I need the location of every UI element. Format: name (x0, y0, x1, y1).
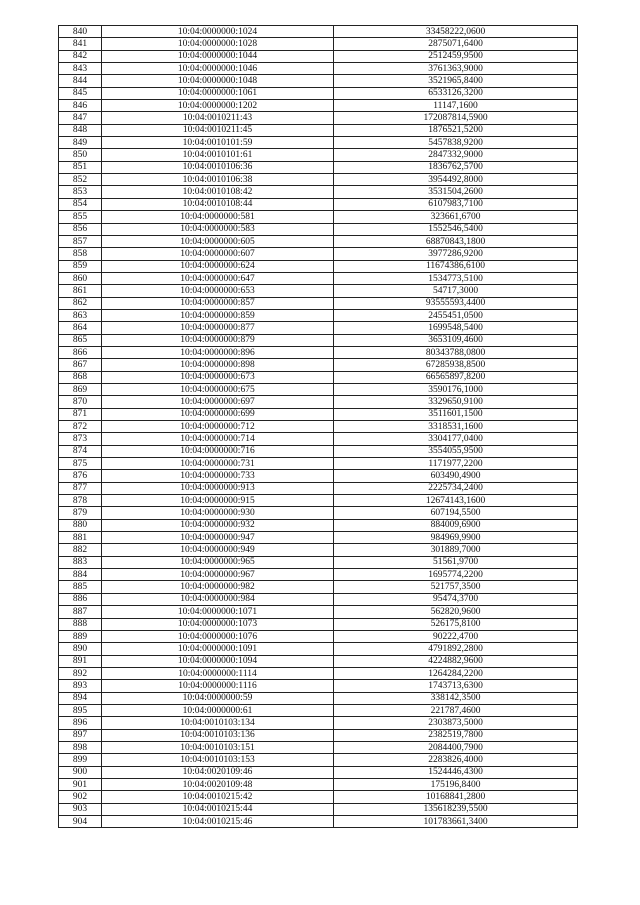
row-number-cell: 878 (59, 495, 102, 507)
row-number-cell: 896 (59, 717, 102, 729)
table-row (59, 100, 578, 112)
cadastral-number-cell: 10:04:0010103:153 (102, 754, 334, 766)
table-row (59, 161, 578, 173)
row-number-cell: 864 (59, 322, 102, 334)
value-cell: 68870843,1800 (334, 235, 578, 247)
value-cell: 1264284,2200 (334, 667, 578, 679)
cadastral-number-cell: 10:04:0000000:965 (102, 556, 334, 568)
table-row (59, 692, 578, 704)
document-page (58, 25, 577, 828)
table-row (59, 791, 578, 803)
row-number-cell: 865 (59, 334, 102, 346)
table-row (59, 766, 578, 778)
row-number-cell: 866 (59, 346, 102, 358)
table-body (59, 26, 578, 828)
value-cell: 11147,1600 (334, 100, 578, 112)
value-cell: 3511601,1500 (334, 408, 578, 420)
cadastral-number-cell: 10:04:0000000:712 (102, 421, 334, 433)
row-number-cell: 873 (59, 433, 102, 445)
cadastral-number-cell: 10:04:0000000:1073 (102, 618, 334, 630)
table-row (59, 137, 578, 149)
table-row (59, 346, 578, 358)
cadastral-number-cell: 10:04:0000000:607 (102, 248, 334, 260)
cadastral-number-cell: 10:04:0010106:36 (102, 161, 334, 173)
row-number-cell: 853 (59, 186, 102, 198)
cadastral-number-cell: 10:04:0000000:624 (102, 260, 334, 272)
table-row (59, 544, 578, 556)
table-row (59, 26, 578, 38)
row-number-cell: 860 (59, 272, 102, 284)
row-number-cell: 856 (59, 223, 102, 235)
row-number-cell: 887 (59, 606, 102, 618)
row-number-cell: 874 (59, 445, 102, 457)
cadastral-number-cell: 10:04:0000000:1114 (102, 667, 334, 679)
value-cell: 95474,3700 (334, 593, 578, 605)
value-cell: 2875071,6400 (334, 38, 578, 50)
value-cell: 603490,4900 (334, 470, 578, 482)
value-cell: 10168841,2800 (334, 791, 578, 803)
table-row (59, 285, 578, 297)
row-number-cell: 846 (59, 100, 102, 112)
value-cell: 1534773,5100 (334, 272, 578, 284)
cadastral-number-cell: 10:04:0000000:697 (102, 396, 334, 408)
row-number-cell: 892 (59, 667, 102, 679)
table-row (59, 482, 578, 494)
cadastral-number-cell: 10:04:0010215:46 (102, 816, 334, 828)
value-cell: 3304177,0400 (334, 433, 578, 445)
value-cell: 33458222,0600 (334, 26, 578, 38)
cadastral-number-cell: 10:04:0000000:949 (102, 544, 334, 556)
value-cell: 1743713,6300 (334, 680, 578, 692)
row-number-cell: 904 (59, 816, 102, 828)
table-row (59, 322, 578, 334)
cadastral-number-cell: 10:04:0000000:673 (102, 371, 334, 383)
cadastral-number-cell: 10:04:0000000:731 (102, 458, 334, 470)
value-cell: 93555593,4400 (334, 297, 578, 309)
table-row (59, 618, 578, 630)
value-cell: 3318531,1600 (334, 421, 578, 433)
row-number-cell: 861 (59, 285, 102, 297)
cadastral-number-cell: 10:04:0000000:716 (102, 445, 334, 457)
row-number-cell: 885 (59, 581, 102, 593)
cadastral-number-cell: 10:04:0000000:982 (102, 581, 334, 593)
cadastral-number-cell: 10:04:0010101:61 (102, 149, 334, 161)
table-row (59, 297, 578, 309)
table-row (59, 112, 578, 124)
table-row (59, 803, 578, 815)
row-number-cell: 877 (59, 482, 102, 494)
value-cell: 172087814,5900 (334, 112, 578, 124)
table-row (59, 408, 578, 420)
table-row (59, 569, 578, 581)
row-number-cell: 857 (59, 235, 102, 247)
row-number-cell: 851 (59, 161, 102, 173)
value-cell: 67285938,8500 (334, 359, 578, 371)
cadastral-number-cell: 10:04:0000000:1116 (102, 680, 334, 692)
table-row (59, 717, 578, 729)
value-cell: 1695774,2200 (334, 569, 578, 581)
cadastral-number-cell: 10:04:0000000:896 (102, 346, 334, 358)
row-number-cell: 875 (59, 458, 102, 470)
cadastral-number-cell: 10:04:0000000:932 (102, 519, 334, 531)
cadastral-number-cell: 10:04:0010215:44 (102, 803, 334, 815)
cadastral-number-cell: 10:04:0010101:59 (102, 137, 334, 149)
value-cell: 51561,9700 (334, 556, 578, 568)
cadastral-number-cell: 10:04:0000000:647 (102, 272, 334, 284)
table-row (59, 396, 578, 408)
cadastral-number-cell: 10:04:0010215:42 (102, 791, 334, 803)
value-cell: 1699548,5400 (334, 322, 578, 334)
table-row (59, 630, 578, 642)
value-cell: 3761363,9000 (334, 63, 578, 75)
cadastral-number-cell: 10:04:0000000:1076 (102, 630, 334, 642)
row-number-cell: 859 (59, 260, 102, 272)
table-row (59, 778, 578, 790)
cadastral-number-cell: 10:04:0010108:42 (102, 186, 334, 198)
value-cell: 338142,3500 (334, 692, 578, 704)
value-cell: 3977286,9200 (334, 248, 578, 260)
value-cell: 2084400,7900 (334, 741, 578, 753)
row-number-cell: 863 (59, 309, 102, 321)
table-row (59, 704, 578, 716)
value-cell: 2303873,5000 (334, 717, 578, 729)
cadastral-number-cell: 10:04:0000000:984 (102, 593, 334, 605)
table-row (59, 87, 578, 99)
cadastral-number-cell: 10:04:0000000:898 (102, 359, 334, 371)
row-number-cell: 876 (59, 470, 102, 482)
row-number-cell: 891 (59, 655, 102, 667)
table-row (59, 50, 578, 62)
row-number-cell: 843 (59, 63, 102, 75)
table-row (59, 124, 578, 136)
cadastral-number-cell: 10:04:0010108:44 (102, 198, 334, 210)
table-row (59, 75, 578, 87)
row-number-cell: 850 (59, 149, 102, 161)
cadastral-number-cell: 10:04:0000000:1094 (102, 655, 334, 667)
table-row (59, 667, 578, 679)
row-number-cell: 845 (59, 87, 102, 99)
table-row (59, 38, 578, 50)
table-row (59, 433, 578, 445)
value-cell: 6533126,3200 (334, 87, 578, 99)
table-row (59, 149, 578, 161)
value-cell: 2512459,9500 (334, 50, 578, 62)
table-row (59, 445, 578, 457)
cadastral-number-cell: 10:04:0010103:136 (102, 729, 334, 741)
row-number-cell: 872 (59, 421, 102, 433)
cadastral-number-cell: 10:04:0000000:859 (102, 309, 334, 321)
cadastral-number-cell: 10:04:0000000:675 (102, 383, 334, 395)
value-cell: 323661,6700 (334, 211, 578, 223)
cadastral-number-cell: 10:04:0000000:699 (102, 408, 334, 420)
table-row (59, 272, 578, 284)
row-number-cell: 881 (59, 532, 102, 544)
value-cell: 1552546,5400 (334, 223, 578, 235)
value-cell: 301889,7000 (334, 544, 578, 556)
value-cell: 3329650,9100 (334, 396, 578, 408)
table-row (59, 507, 578, 519)
row-number-cell: 897 (59, 729, 102, 741)
cadastral-number-cell: 10:04:0010211:45 (102, 124, 334, 136)
cadastral-number-cell: 10:04:0000000:1061 (102, 87, 334, 99)
row-number-cell: 852 (59, 174, 102, 186)
row-number-cell: 886 (59, 593, 102, 605)
row-number-cell: 858 (59, 248, 102, 260)
value-cell: 607194,5500 (334, 507, 578, 519)
value-cell: 1524446,4300 (334, 766, 578, 778)
table-row (59, 334, 578, 346)
table-row (59, 211, 578, 223)
table-row (59, 458, 578, 470)
value-cell: 80343788,0800 (334, 346, 578, 358)
value-cell: 221787,4600 (334, 704, 578, 716)
row-number-cell: 894 (59, 692, 102, 704)
value-cell: 2382519,7800 (334, 729, 578, 741)
table-row (59, 655, 578, 667)
cadastral-number-cell: 10:04:0000000:653 (102, 285, 334, 297)
table-row (59, 816, 578, 828)
table-row (59, 174, 578, 186)
table-row (59, 198, 578, 210)
value-cell: 5457838,9200 (334, 137, 578, 149)
value-cell: 4791892,2800 (334, 643, 578, 655)
row-number-cell: 889 (59, 630, 102, 642)
value-cell: 54717,3000 (334, 285, 578, 297)
value-cell: 521757,3500 (334, 581, 578, 593)
table-row (59, 223, 578, 235)
row-number-cell: 879 (59, 507, 102, 519)
table-row (59, 470, 578, 482)
cadastral-number-cell: 10:04:0000000:947 (102, 532, 334, 544)
row-number-cell: 898 (59, 741, 102, 753)
row-number-cell: 888 (59, 618, 102, 630)
table-row (59, 519, 578, 531)
row-number-cell: 841 (59, 38, 102, 50)
cadastral-number-cell: 10:04:0000000:930 (102, 507, 334, 519)
cadastral-number-cell: 10:04:0020109:46 (102, 766, 334, 778)
cadastral-number-cell: 10:04:0000000:1048 (102, 75, 334, 87)
row-number-cell: 869 (59, 383, 102, 395)
table-row (59, 260, 578, 272)
value-cell: 90222,4700 (334, 630, 578, 642)
table-row (59, 495, 578, 507)
cadastral-number-cell: 10:04:0010103:151 (102, 741, 334, 753)
value-cell: 6107983,7100 (334, 198, 578, 210)
value-cell: 4224882,9600 (334, 655, 578, 667)
value-cell: 3554055,9500 (334, 445, 578, 457)
value-cell: 3531504,2600 (334, 186, 578, 198)
table-row (59, 383, 578, 395)
table-row (59, 754, 578, 766)
row-number-cell: 840 (59, 26, 102, 38)
row-number-cell: 867 (59, 359, 102, 371)
row-number-cell: 884 (59, 569, 102, 581)
value-cell: 3954492,8000 (334, 174, 578, 186)
value-cell: 2225734,2400 (334, 482, 578, 494)
value-cell: 1876521,5200 (334, 124, 578, 136)
cadastral-number-cell: 10:04:0000000:879 (102, 334, 334, 346)
row-number-cell: 893 (59, 680, 102, 692)
row-number-cell: 882 (59, 544, 102, 556)
value-cell: 3521965,8400 (334, 75, 578, 87)
table-row (59, 248, 578, 260)
row-number-cell: 901 (59, 778, 102, 790)
row-number-cell: 855 (59, 211, 102, 223)
row-number-cell: 890 (59, 643, 102, 655)
cadastral-number-cell: 10:04:0000000:1091 (102, 643, 334, 655)
value-cell: 526175,8100 (334, 618, 578, 630)
row-number-cell: 900 (59, 766, 102, 778)
cadastral-number-cell: 10:04:0000000:1202 (102, 100, 334, 112)
value-cell: 3590176,1000 (334, 383, 578, 395)
row-number-cell: 868 (59, 371, 102, 383)
value-cell: 3653109,4600 (334, 334, 578, 346)
table-row (59, 593, 578, 605)
cadastral-number-cell: 10:04:0010106:38 (102, 174, 334, 186)
cadastral-number-cell: 10:04:0000000:61 (102, 704, 334, 716)
cadastral-number-cell: 10:04:0000000:1046 (102, 63, 334, 75)
cadastral-number-cell: 10:04:0000000:877 (102, 322, 334, 334)
cadastral-number-cell: 10:04:0020109:48 (102, 778, 334, 790)
table-row (59, 729, 578, 741)
cadastral-number-cell: 10:04:0000000:581 (102, 211, 334, 223)
table-row (59, 309, 578, 321)
table-row (59, 186, 578, 198)
value-cell: 175196,8400 (334, 778, 578, 790)
value-cell: 562820,9600 (334, 606, 578, 618)
cadastral-number-cell: 10:04:0000000:733 (102, 470, 334, 482)
cadastral-number-cell: 10:04:0000000:714 (102, 433, 334, 445)
row-number-cell: 847 (59, 112, 102, 124)
row-number-cell: 902 (59, 791, 102, 803)
cadastral-number-cell: 10:04:0000000:915 (102, 495, 334, 507)
value-cell: 2847332,9000 (334, 149, 578, 161)
row-number-cell: 903 (59, 803, 102, 815)
value-cell: 2283826,4000 (334, 754, 578, 766)
row-number-cell: 842 (59, 50, 102, 62)
value-cell: 1171977,2200 (334, 458, 578, 470)
value-cell: 1836762,5700 (334, 161, 578, 173)
row-number-cell: 854 (59, 198, 102, 210)
table-row (59, 532, 578, 544)
value-cell: 101783661,3400 (334, 816, 578, 828)
cadastral-number-cell: 10:04:0000000:1071 (102, 606, 334, 618)
value-cell: 12674143,1600 (334, 495, 578, 507)
cadastral-number-cell: 10:04:0000000:857 (102, 297, 334, 309)
row-number-cell: 899 (59, 754, 102, 766)
row-number-cell: 849 (59, 137, 102, 149)
row-number-cell: 880 (59, 519, 102, 531)
row-number-cell: 883 (59, 556, 102, 568)
cadastral-number-cell: 10:04:0000000:583 (102, 223, 334, 235)
value-cell: 984969,9900 (334, 532, 578, 544)
value-cell: 66565897,8200 (334, 371, 578, 383)
row-number-cell: 871 (59, 408, 102, 420)
cadastral-number-cell: 10:04:0000000:1028 (102, 38, 334, 50)
cadastral-number-cell: 10:04:0000000:1024 (102, 26, 334, 38)
row-number-cell: 870 (59, 396, 102, 408)
table-row (59, 581, 578, 593)
cadastral-number-cell: 10:04:0000000:605 (102, 235, 334, 247)
table-row (59, 556, 578, 568)
row-number-cell: 895 (59, 704, 102, 716)
cadastral-number-cell: 10:04:0000000:59 (102, 692, 334, 704)
table-row (59, 643, 578, 655)
table-row (59, 235, 578, 247)
row-number-cell: 848 (59, 124, 102, 136)
cadastral-number-cell: 10:04:0010103:134 (102, 717, 334, 729)
value-cell: 2455451,0500 (334, 309, 578, 321)
table-row (59, 421, 578, 433)
table-row (59, 606, 578, 618)
table-row (59, 63, 578, 75)
land-plot-table (58, 25, 578, 828)
cadastral-number-cell: 10:04:0000000:1044 (102, 50, 334, 62)
cadastral-number-cell: 10:04:0000000:913 (102, 482, 334, 494)
table-row (59, 741, 578, 753)
table-row (59, 359, 578, 371)
value-cell: 884009,6900 (334, 519, 578, 531)
value-cell: 11674386,6100 (334, 260, 578, 272)
value-cell: 135618239,5500 (334, 803, 578, 815)
table-row (59, 371, 578, 383)
table-row (59, 680, 578, 692)
cadastral-number-cell: 10:04:0000000:967 (102, 569, 334, 581)
cadastral-number-cell: 10:04:0010211:43 (102, 112, 334, 124)
row-number-cell: 844 (59, 75, 102, 87)
row-number-cell: 862 (59, 297, 102, 309)
